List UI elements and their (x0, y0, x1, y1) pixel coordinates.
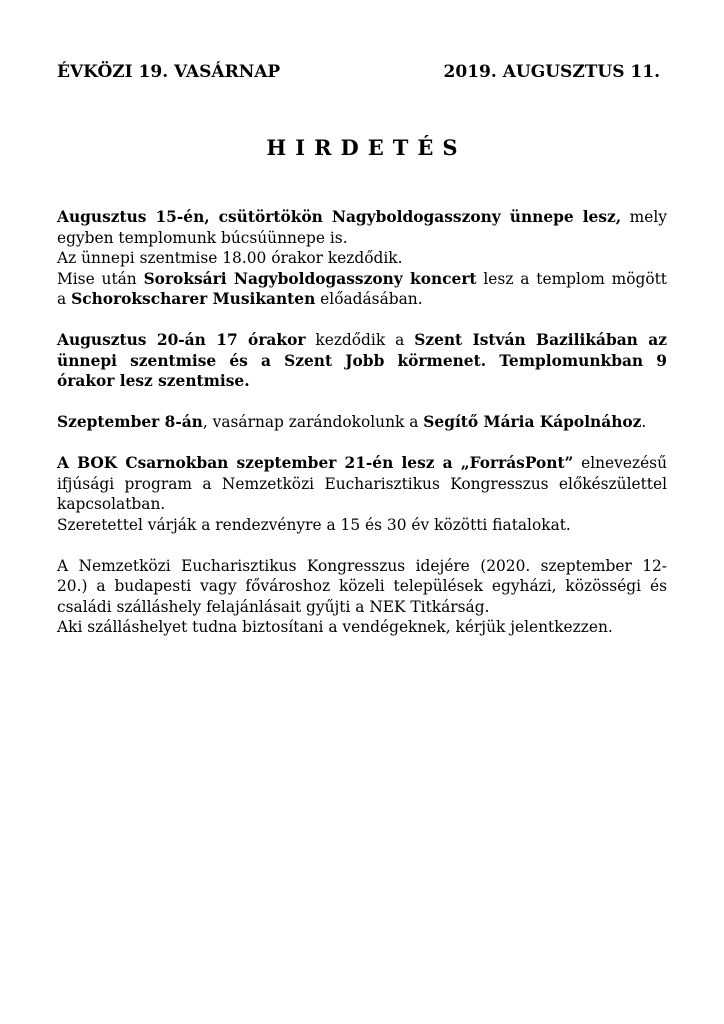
bold-text: Soroksári Nagyboldogasszony koncert (143, 269, 477, 288)
paragraph-line: 20.) a budapesti vagy fővároshoz közeli települések egyházi, közösségi és (57, 577, 667, 595)
paragraph-line: kapcsolatban. (57, 495, 166, 513)
text: Mise után (57, 269, 144, 288)
paragraph-line: Szeretettel várják a rendezvényre a 15 és 30 év közötti fiatalokat. (57, 515, 571, 534)
bold-text: A BOK Csarnokban szeptember 21-én lesz a „ForrásPont” (57, 454, 574, 472)
text: mely (621, 208, 667, 226)
bold-text: Szeptember 8-án (57, 413, 203, 431)
text: lesz a templom mögött (476, 269, 667, 288)
paragraph-line (57, 207, 667, 228)
announcement-assumption (57, 207, 667, 310)
paragraph-line (57, 371, 667, 392)
paragraph-line: Aki szálláshelyet tudna biztosítani a vendégeknek, kérjük jelentkezzen. (57, 618, 613, 636)
paragraph-line (57, 412, 667, 433)
paragraph-line (57, 453, 667, 474)
text: a (57, 290, 72, 308)
paragraph-line (57, 330, 667, 351)
text: . (641, 413, 647, 431)
announcement-body (57, 207, 667, 658)
announcement-forraspont (57, 453, 667, 535)
bold-text: Augusztus 15-én, csütörtökön Nagyboldogasszony ünnepe lesz, (57, 208, 622, 226)
paragraph-line (57, 351, 667, 372)
paragraph-line: ifjúsági program a Nemzetközi Eucharisztikus Kongresszus előkészülettel (57, 474, 667, 493)
paragraph-line: egyben templomunk búcsúünnepe is. (57, 228, 348, 247)
paragraph-line (57, 289, 667, 310)
announcement-st-stephen (57, 330, 667, 392)
bold-text: Segítő Mária Kápolnához (423, 413, 642, 431)
text: elnevezésű (573, 454, 667, 472)
paragraph-line: Az ünnepi szentmise 18.00 órakor kezdődik. (57, 249, 403, 267)
text: előadásában. (315, 290, 423, 308)
date: 2019. AUGUSZTUS 11. (443, 62, 660, 82)
announcement-pilgrimage (57, 412, 667, 433)
bold-text: Szent István Bazilikában az (414, 331, 667, 349)
text: kezdődik a (305, 331, 415, 349)
paragraph-line (57, 269, 667, 290)
announcement-congress-accommodation (57, 556, 667, 638)
bold-text: Augusztus 20-án 17 órakor (57, 331, 306, 349)
bold-text: ünnepi szentmise és a Szent Jobb körmenet. Templomunkban 9 (57, 351, 667, 370)
bold-text: órakor lesz szentmise. (57, 372, 250, 390)
page-title: HIRDETÉS (266, 135, 467, 160)
text: , vasárnap zarándokolunk a (202, 413, 424, 431)
bold-text: Schorokscharer Musikanten (71, 290, 316, 308)
paragraph-line: A Nemzetközi Eucharisztikus Kongresszus idejére (2020. szeptember 12- (57, 556, 667, 575)
paragraph-line: családi szálláshely felajánlásait gyűjti a NEK Titkárság. (57, 597, 490, 616)
liturgical-day: ÉVKÖZI 19. VASÁRNAP (57, 62, 281, 82)
